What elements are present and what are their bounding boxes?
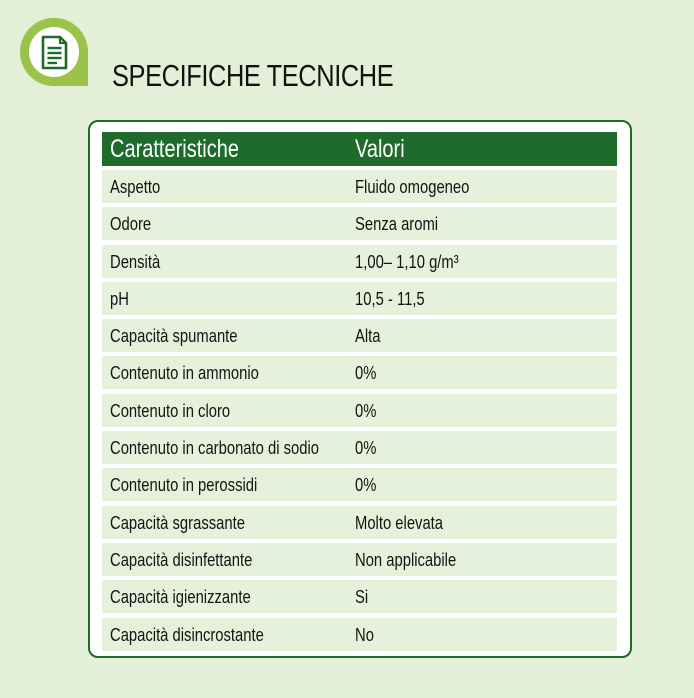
- column-header-characteristics: Caratteristiche: [110, 135, 239, 163]
- document-icon: [18, 16, 90, 88]
- characteristic-cell: Contenuto in perossidi: [110, 474, 258, 496]
- table-row: [102, 394, 617, 427]
- value-cell: No: [355, 623, 374, 645]
- value-cell: Non applicabile: [355, 548, 457, 570]
- value-cell: 0%: [355, 362, 377, 384]
- characteristic-cell: Contenuto in ammonio: [110, 362, 259, 384]
- table-row: [102, 431, 617, 464]
- characteristic-cell: Contenuto in cloro: [110, 399, 231, 421]
- characteristic-cell: Capacità disinfettante: [110, 548, 253, 570]
- table-header-row: [102, 132, 617, 166]
- table-row: [102, 468, 617, 501]
- characteristic-cell: Capacità spumante: [110, 325, 238, 347]
- table-row: [102, 356, 617, 389]
- characteristic-cell: Densità: [110, 250, 161, 272]
- value-cell: 0%: [355, 474, 377, 496]
- table-row: [102, 282, 617, 315]
- section-title: SPECIFICHE TECNICHE: [112, 58, 394, 93]
- column-header-values: Valori: [355, 135, 405, 163]
- value-cell: 0%: [355, 399, 377, 421]
- table-body: [102, 170, 617, 655]
- value-cell: Senza aromi: [355, 213, 439, 235]
- value-cell: Fluido omogeneo: [355, 176, 470, 197]
- value-cell: Molto elevata: [355, 511, 444, 533]
- table-row: [102, 580, 617, 613]
- table-row: [102, 207, 617, 240]
- table-row: [102, 319, 617, 352]
- characteristic-cell: Capacità igienizzante: [110, 586, 251, 608]
- value-cell: Alta: [355, 325, 381, 347]
- table-row: [102, 543, 617, 576]
- table-row: [102, 506, 617, 539]
- characteristic-cell: Aspetto: [110, 176, 161, 197]
- value-cell: 1,00– 1,10 g/m³: [355, 250, 459, 272]
- table-row: [102, 170, 617, 203]
- specs-table: [88, 120, 632, 658]
- characteristic-cell: pH: [110, 287, 129, 309]
- table-row: [102, 618, 617, 651]
- characteristic-cell: Contenuto in carbonato di sodio: [110, 437, 319, 459]
- characteristic-cell: Capacità disincrostante: [110, 623, 264, 645]
- table-row: [102, 245, 617, 278]
- value-cell: 0%: [355, 437, 377, 459]
- value-cell: 10,5 - 11,5: [355, 287, 425, 309]
- characteristic-cell: Capacità sgrassante: [110, 511, 245, 533]
- characteristic-cell: Odore: [110, 213, 152, 235]
- value-cell: Si: [355, 586, 369, 608]
